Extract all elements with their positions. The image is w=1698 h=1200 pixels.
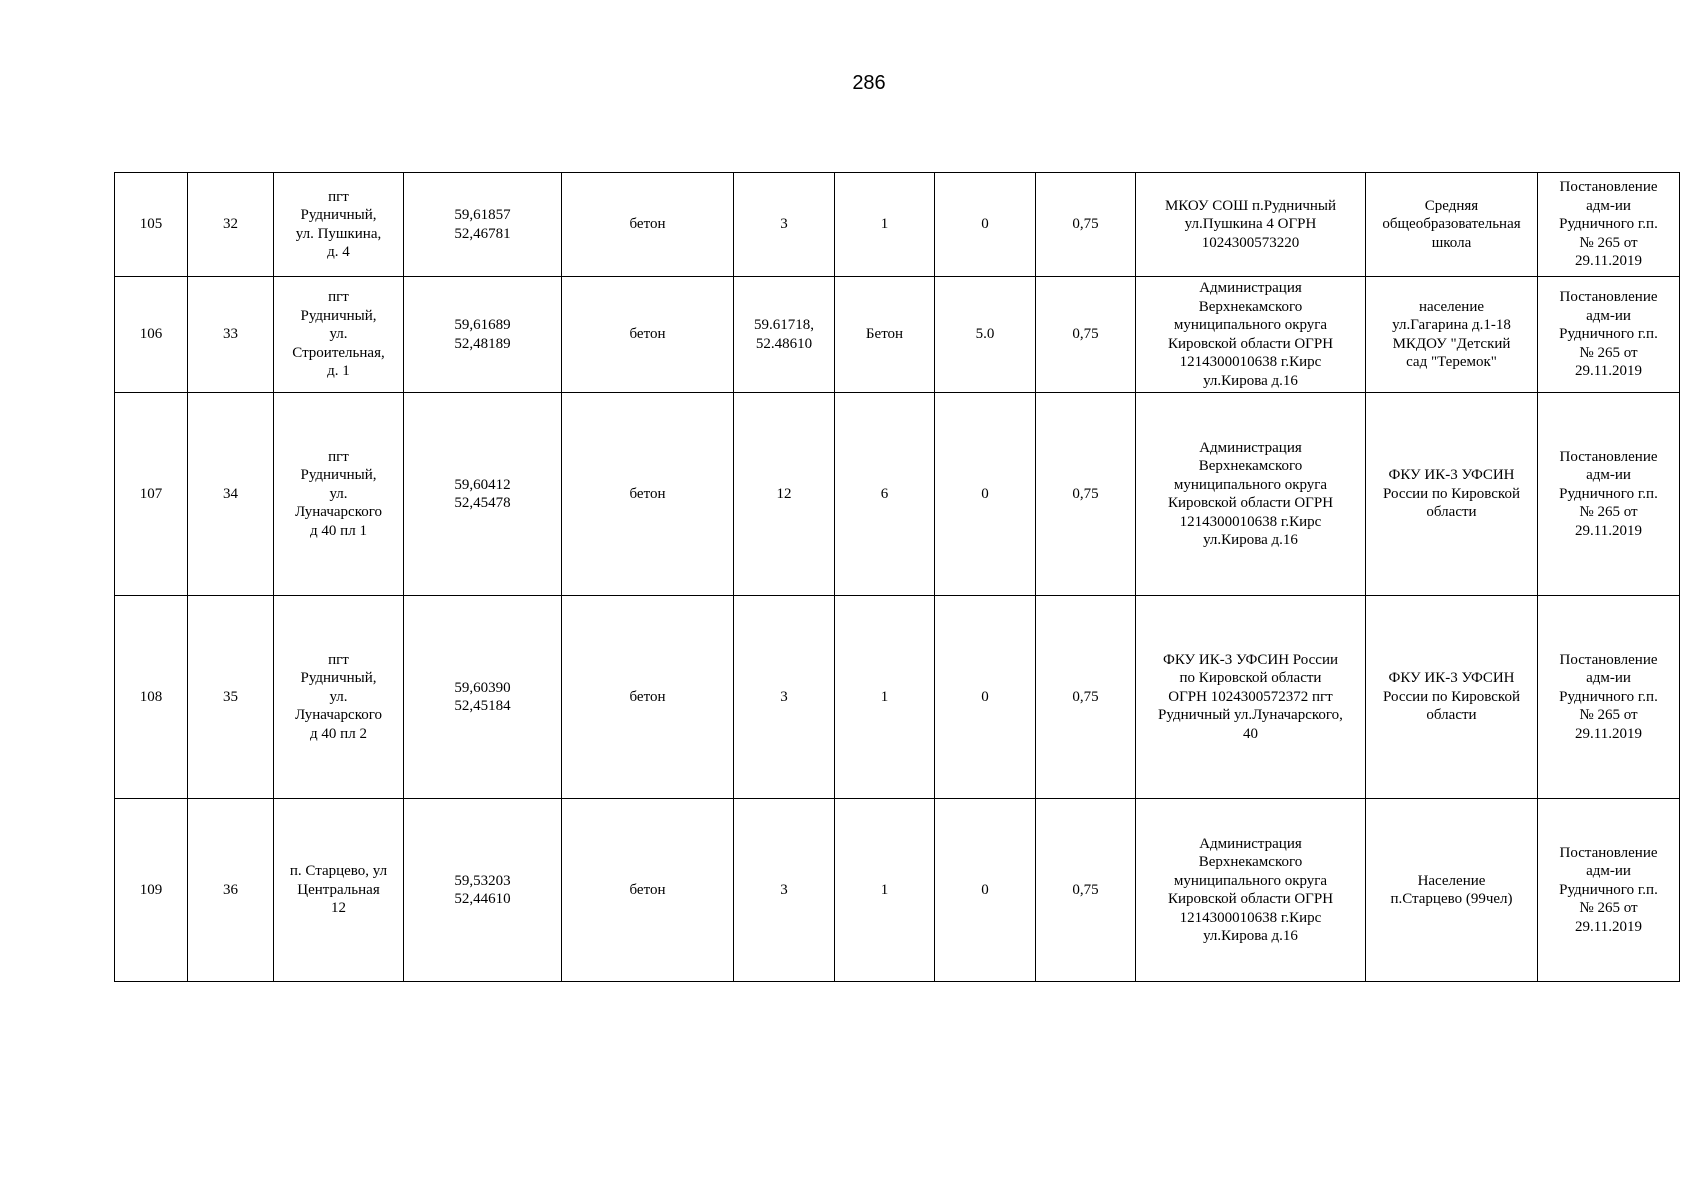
cell-number: 107 — [115, 393, 188, 596]
cell-area: 12 — [734, 393, 835, 596]
cell-volume: 0,75 — [1036, 277, 1136, 393]
cell-number: 106 — [115, 277, 188, 393]
cell-coordinates: 59,61857 52,46781 — [404, 173, 562, 277]
cell-owner: МКОУ СОШ п.Рудничный ул.Пушкина 4 ОГРН 1024300573220 — [1136, 173, 1366, 277]
cell-sub-number: 32 — [188, 173, 274, 277]
cell-planned: 0 — [935, 173, 1036, 277]
cell-coordinates: 59,60412 52,45478 — [404, 393, 562, 596]
cell-document: Постановление адм-ии Рудничного г.п. № 265 от 29.11.2019 — [1538, 596, 1680, 799]
cell-address: пгт Рудничный, ул. Луначарского д 40 пл 1 — [274, 393, 404, 596]
cell-volume: 0,75 — [1036, 596, 1136, 799]
cell-area: 59.61718, 52.48610 — [734, 277, 835, 393]
cell-volume: 0,75 — [1036, 173, 1136, 277]
cell-sources: население ул.Гагарина д.1-18 МКДОУ "Детский сад "Теремок" — [1366, 277, 1538, 393]
cell-surface: бетон — [562, 393, 734, 596]
cell-planned: 0 — [935, 799, 1036, 982]
cell-number: 108 — [115, 596, 188, 799]
cell-sources: Средняя общеобразовательная школа — [1366, 173, 1538, 277]
table-row — [115, 277, 1680, 393]
cell-containers: 1 — [835, 173, 935, 277]
cell-sub-number: 33 — [188, 277, 274, 393]
cell-address: п. Старцево, ул Центральная 12 — [274, 799, 404, 982]
waste-sites-table — [114, 172, 1680, 982]
cell-coordinates: 59,53203 52,44610 — [404, 799, 562, 982]
cell-sub-number: 34 — [188, 393, 274, 596]
cell-number: 105 — [115, 173, 188, 277]
cell-document: Постановление адм-ии Рудничного г.п. № 265 от 29.11.2019 — [1538, 799, 1680, 982]
cell-document: Постановление адм-ии Рудничного г.п. № 265 от 29.11.2019 — [1538, 277, 1680, 393]
cell-containers: 1 — [835, 596, 935, 799]
cell-area: 3 — [734, 799, 835, 982]
cell-sources: ФКУ ИК-3 УФСИН России по Кировской области — [1366, 596, 1538, 799]
cell-number: 109 — [115, 799, 188, 982]
cell-address: пгт Рудничный, ул. Луначарского д 40 пл 2 — [274, 596, 404, 799]
cell-owner: Администрация Верхнекамского муниципального округа Кировской области ОГРН 1214300010638 г.Кирс ул.Кирова д.16 — [1136, 393, 1366, 596]
cell-volume: 0,75 — [1036, 799, 1136, 982]
cell-owner: ФКУ ИК-3 УФСИН России по Кировской области ОГРН 1024300572372 пгт Рудничный ул.Луначарского, 40 — [1136, 596, 1366, 799]
cell-owner: Администрация Верхнекамского муниципального округа Кировской области ОГРН 1214300010638 г.Кирс ул.Кирова д.16 — [1136, 799, 1366, 982]
cell-document: Постановление адм-ии Рудничного г.п. № 265 от 29.11.2019 — [1538, 393, 1680, 596]
cell-sources: ФКУ ИК-3 УФСИН России по Кировской области — [1366, 393, 1538, 596]
cell-address: пгт Рудничный, ул. Пушкина, д. 4 — [274, 173, 404, 277]
cell-owner: Администрация Верхнекамского муниципального округа Кировской области ОГРН 1214300010638 г.Кирс ул.Кирова д.16 — [1136, 277, 1366, 393]
cell-containers: Бетон — [835, 277, 935, 393]
table-row — [115, 596, 1680, 799]
cell-containers: 6 — [835, 393, 935, 596]
cell-containers: 1 — [835, 799, 935, 982]
cell-sources: Население п.Старцево (99чел) — [1366, 799, 1538, 982]
cell-area: 3 — [734, 173, 835, 277]
cell-planned: 0 — [935, 596, 1036, 799]
page-number: 286 — [852, 72, 886, 94]
table-row — [115, 799, 1680, 982]
cell-coordinates: 59,61689 52,48189 — [404, 277, 562, 393]
cell-area: 3 — [734, 596, 835, 799]
cell-planned: 0 — [935, 393, 1036, 596]
cell-address: пгт Рудничный, ул. Строительная, д. 1 — [274, 277, 404, 393]
cell-sub-number: 35 — [188, 596, 274, 799]
cell-sub-number: 36 — [188, 799, 274, 982]
cell-coordinates: 59,60390 52,45184 — [404, 596, 562, 799]
table-row — [115, 393, 1680, 596]
cell-surface: бетон — [562, 277, 734, 393]
cell-surface: бетон — [562, 173, 734, 277]
cell-surface: бетон — [562, 596, 734, 799]
table-row — [115, 173, 1680, 277]
cell-document: Постановление адм-ии Рудничного г.п. № 265 от 29.11.2019 — [1538, 173, 1680, 277]
cell-planned: 5.0 — [935, 277, 1036, 393]
cell-volume: 0,75 — [1036, 393, 1136, 596]
cell-surface: бетон — [562, 799, 734, 982]
